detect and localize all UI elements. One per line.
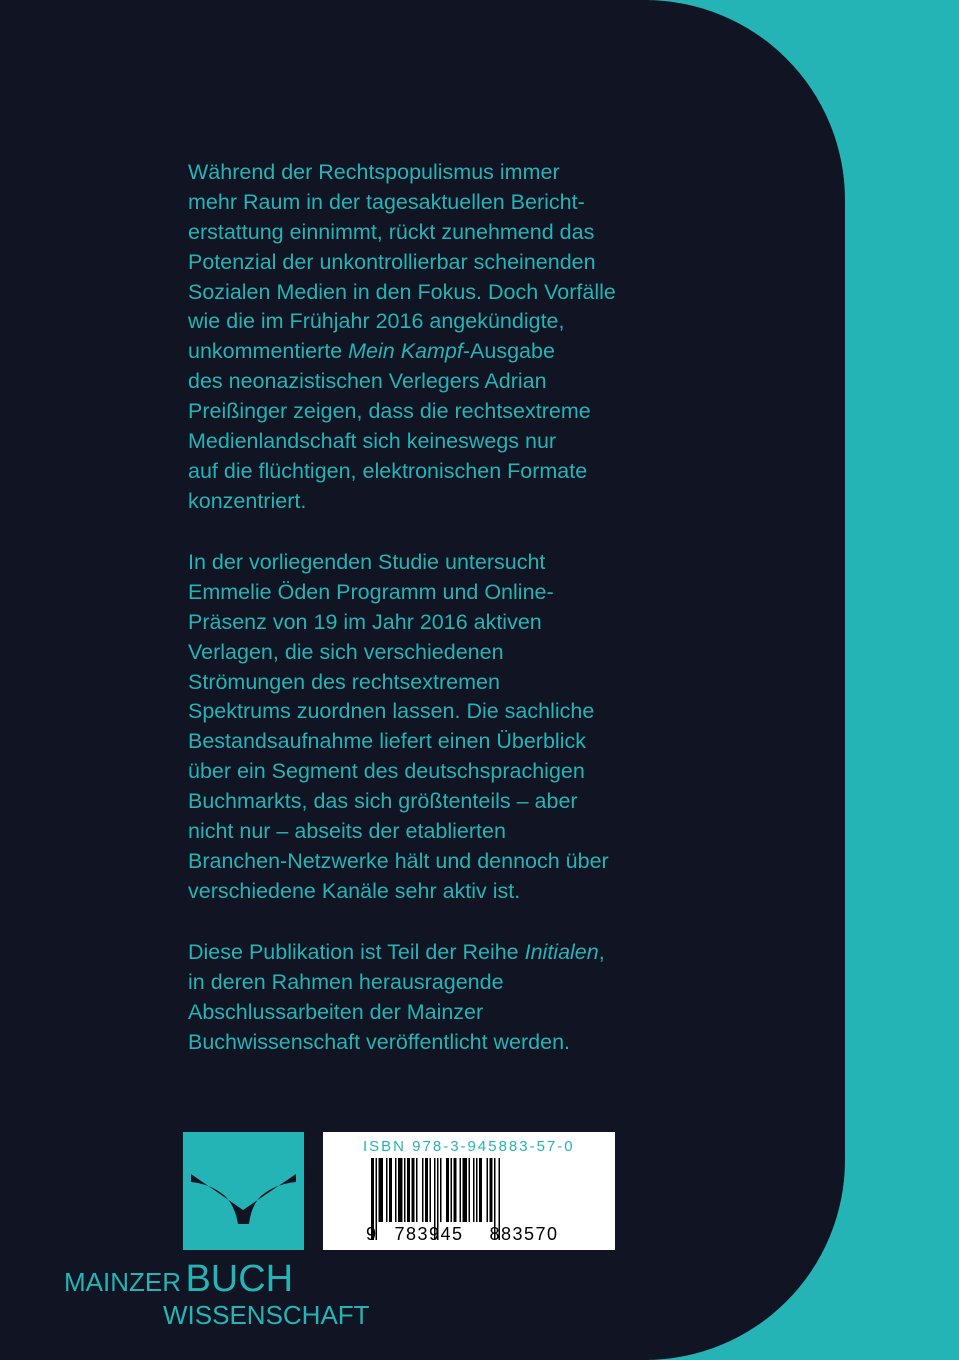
isbn-label: ISBN 978-3-945883-57-0 xyxy=(363,1138,575,1155)
text-segment: Diese Publikation ist Teil der Reihe xyxy=(188,940,525,964)
text-line xyxy=(188,337,658,367)
ean-digits-right: 883570 xyxy=(489,1224,559,1244)
text-line: auf die flüchtigen, elektronischen Formate xyxy=(188,458,588,483)
barcode-bar xyxy=(451,1158,453,1222)
blurb-paragraph-3 xyxy=(188,938,658,1058)
text-segment: , xyxy=(598,940,605,964)
series-title-initialen: Initialen xyxy=(524,940,599,964)
text-segment: -Ausgabe xyxy=(462,339,555,364)
text-line: Bestandsaufnahme liefert einen Überblick xyxy=(188,729,586,754)
text-line: Preißinger zeigen, dass die rechtsextreme xyxy=(188,399,591,424)
logo-word-buch: BUCH xyxy=(185,1258,294,1300)
logo-wordmark-line-1 xyxy=(64,1258,293,1301)
barcode-bar xyxy=(487,1158,489,1222)
text-line: Präsenz von 19 im Jahr 2016 aktiven xyxy=(188,609,542,634)
text-line: Strömungen des rechtsextremen xyxy=(188,669,500,694)
text-line: in deren Rahmen herausragende xyxy=(188,969,504,994)
barcode-bar xyxy=(422,1158,424,1222)
blurb-paragraph-2 xyxy=(188,548,658,907)
text-line: Sozialen Medien in den Fokus. Doch Vorfälle xyxy=(188,279,616,304)
text-line: Spektrums zuordnen lassen. Die sachliche xyxy=(188,699,595,724)
barcode-bar xyxy=(398,1158,403,1222)
text-line: nicht nur – abseits der etablierten xyxy=(188,819,506,844)
logo-word-wissenschaft: WISSENSCHAFT xyxy=(163,1300,370,1330)
text-line: Verlagen, die sich verschiedenen xyxy=(188,639,504,664)
blurb-paragraph-1 xyxy=(188,158,658,517)
publisher-book-logo-icon xyxy=(183,1132,304,1250)
text-line xyxy=(188,938,658,968)
barcode-bar xyxy=(463,1158,468,1222)
isbn-barcode xyxy=(323,1132,615,1250)
text-line: erstattung einnimmt, rückt zunehmend das xyxy=(188,219,595,244)
text-line: des neonazistischen Verlegers Adrian xyxy=(188,369,547,394)
barcode-bar xyxy=(389,1158,392,1222)
barcode-bar xyxy=(395,1158,397,1222)
text-line: Emmelie Öden Programm und Online- xyxy=(188,579,554,604)
barcode-bar xyxy=(473,1158,475,1222)
text-line: wie die im Frühjahr 2016 angekündigte, xyxy=(188,309,565,334)
barcode-bar xyxy=(425,1158,428,1222)
text-line: Buchwissenschaft veröffentlicht werden. xyxy=(188,1029,571,1054)
text-line: In der vorliegenden Studie untersucht xyxy=(188,550,546,574)
barcode-bar xyxy=(446,1158,449,1222)
text-line: Branchen-Netzwerke hält und dennoch über xyxy=(188,848,609,873)
barcode-bar xyxy=(407,1158,410,1222)
text-line: verschiedene Kanäle sehr aktiv ist. xyxy=(188,878,521,903)
text-line: Medienlandschaft sich keineswegs nur xyxy=(188,429,557,454)
barcode-bar xyxy=(412,1158,415,1222)
text-line: mehr Raum in der tagesaktuellen Bericht- xyxy=(188,189,585,214)
text-line: über ein Segment des deutschsprachigen xyxy=(188,759,585,784)
barcode-bar xyxy=(404,1158,406,1222)
barcode-bar xyxy=(416,1158,418,1222)
text-line: Buchmarkts, das sich größtenteils – aber xyxy=(188,789,578,814)
barcode-bar xyxy=(454,1158,457,1222)
book-title-mein-kampf: Mein Kampf xyxy=(348,339,463,364)
barcode-bar xyxy=(460,1158,462,1222)
ean-digits-left: 783945 xyxy=(394,1224,464,1244)
ean-digit-first: 9 xyxy=(366,1224,378,1244)
text-line: Abschlussarbeiten der Mainzer xyxy=(188,999,484,1024)
barcode-bar xyxy=(440,1158,442,1222)
barcode-bar xyxy=(479,1158,482,1222)
text-line: Potenzial der unkontrollierbar scheinenden xyxy=(188,249,596,274)
barcode-bar xyxy=(386,1158,388,1222)
barcode-bar xyxy=(379,1158,384,1222)
open-book-icon xyxy=(183,1132,304,1250)
barcode-bar xyxy=(430,1158,432,1222)
text-line: Während der Rechtspopulismus immer xyxy=(188,160,560,184)
barcode-bar xyxy=(490,1158,493,1222)
text-segment: unkommentierte xyxy=(188,339,349,364)
barcode-bar xyxy=(469,1158,471,1222)
barcode-bar xyxy=(476,1158,478,1222)
logo-word-mainzer: MAINZER xyxy=(64,1267,181,1297)
text-line: konzentriert. xyxy=(188,488,307,513)
